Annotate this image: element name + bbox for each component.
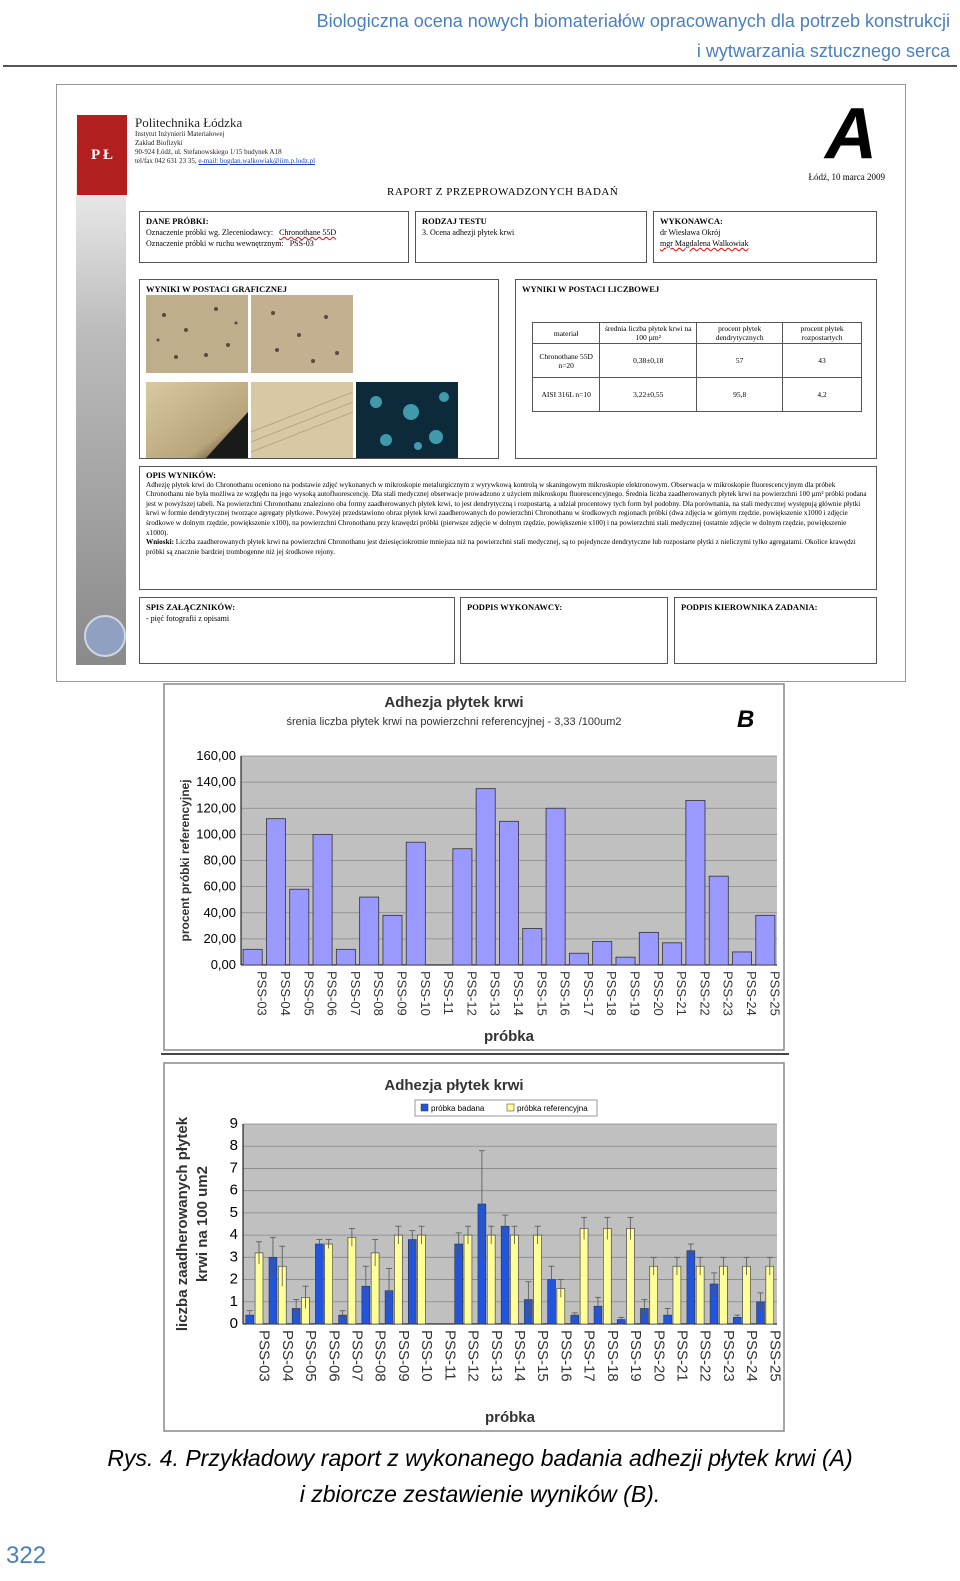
table-cell: Chronothane 55D n=20 (533, 344, 600, 378)
chart-separator (161, 1053, 789, 1055)
x-tick-label: PSS-18 (603, 1330, 621, 1382)
x-tick-label: PSS-14 (511, 1330, 528, 1382)
x-tick-label: PSS-21 (674, 971, 690, 1016)
running-header-line2: i wytwarzania sztucznego serca (696, 41, 950, 61)
table-cell: 57 (697, 344, 783, 378)
y-tick-label: 7 (229, 1159, 238, 1177)
results-description-heading: OPIS WYNIKÓW: (146, 470, 216, 480)
bar (266, 819, 285, 965)
bar (487, 1235, 495, 1324)
contact: tel/fax 042 631 23 35, (135, 157, 197, 165)
y-axis-title-line: krwi na 100 um2 (194, 1166, 211, 1282)
table-cell: 0,38±0,18 (600, 344, 697, 378)
bar (501, 1226, 509, 1324)
bar (313, 834, 332, 965)
bar (546, 808, 565, 965)
table-header: średnia liczba płytek krwi na 100 µm² (600, 323, 697, 344)
table-header: procent płytek rozpostartych (783, 323, 862, 344)
bar (408, 1240, 416, 1324)
chart-platelet-count (163, 1062, 785, 1432)
manager-signature-heading: PODPIS KIEROWNIKA ZADANIA: (681, 602, 818, 612)
test-type-box (415, 211, 647, 263)
bar (686, 800, 705, 965)
x-tick-label: PSS-18 (604, 971, 620, 1016)
university-logo: P Ł (77, 115, 127, 195)
test-type-value: 3. Ocena adhezji płytek krwi (422, 228, 515, 237)
bar (243, 949, 262, 965)
x-tick-label: PSS-04 (277, 971, 293, 1016)
x-tick-label: PSS-07 (348, 1330, 366, 1382)
y-axis-title-line: liczba zaadherowanych płytek (174, 1116, 191, 1332)
attachments-heading: SPIS ZAŁĄCZNIKÓW: (146, 602, 236, 612)
x-tick-label: PSS-11 (441, 1330, 459, 1381)
sample-data-heading: DANE PRÓBKI: (146, 216, 209, 226)
x-tick-label: PSS-19 (627, 1330, 645, 1382)
numeric-results-heading: WYNIKI W POSTACI LICZBOWEJ (522, 284, 660, 294)
bar (336, 949, 355, 965)
graphic-results-heading: WYNIKI W POSTACI GRAFICZNEJ (146, 284, 287, 294)
address: 90-924 Łódź, ul. Stefanowskiego 1/15 budynek A18 (135, 148, 282, 156)
bar (732, 952, 751, 965)
y-tick-label: 60,00 (203, 878, 236, 894)
chart-title: Adhezja płytek krwi (384, 694, 524, 711)
figure-caption (0, 1440, 960, 1512)
legend-swatch (421, 1104, 428, 1111)
table-row (533, 344, 862, 378)
x-tick-label: PSS-19 (627, 971, 643, 1016)
y-axis-title: procent próbki referencyjnej (178, 779, 192, 942)
y-tick-label: 0,00 (210, 957, 236, 972)
legend-label: próbka referencyjna (517, 1104, 588, 1113)
bar (394, 1235, 402, 1324)
x-tick-label: PSS-24 (744, 971, 760, 1016)
bar (523, 928, 542, 965)
executor-heading: WYKONAWCA: (660, 216, 723, 226)
bar (290, 889, 309, 965)
x-tick-label: PSS-13 (487, 1330, 505, 1382)
y-tick-label: 0 (229, 1315, 238, 1332)
bar (455, 1244, 463, 1324)
x-tick-label: PSS-11 (441, 971, 457, 1015)
bar (464, 1235, 472, 1324)
micrograph-3 (146, 382, 248, 458)
x-tick-label: PSS-03 (254, 971, 270, 1016)
x-tick-label: PSS-09 (394, 1330, 412, 1382)
x-tick-label: PSS-25 (766, 1330, 784, 1382)
x-tick-label: PSS-08 (371, 1330, 389, 1382)
x-tick-label: PSS-21 (673, 1330, 691, 1382)
bar (627, 1228, 635, 1324)
bar (383, 915, 402, 965)
y-tick-label: 40,00 (203, 904, 236, 920)
executor-signature-box (460, 597, 668, 664)
bar (360, 897, 379, 965)
bar (687, 1251, 695, 1324)
x-tick-label: PSS-05 (301, 971, 317, 1016)
x-tick-label: PSS-23 (720, 971, 736, 1016)
x-tick-label: PSS-16 (557, 971, 573, 1016)
chart-subtitle: śrenia liczba płytek krwi na powierzchni referencyjnej - 3,33 /100um2 (286, 716, 622, 728)
sample-client-label: Oznaczenie próbki wg. Zleceniodawcy: (146, 228, 274, 237)
caption-line2: i zbiorcze zestawienie wyników (B). (299, 1481, 661, 1507)
x-axis-title: próbka (484, 1409, 536, 1426)
x-tick-label: PSS-17 (580, 971, 596, 1016)
legend-swatch (507, 1104, 514, 1111)
bar (315, 1244, 323, 1324)
y-tick-label: 100,00 (196, 826, 236, 842)
header-divider (3, 65, 957, 67)
legend-label: próbka badana (431, 1104, 485, 1113)
legend (415, 1100, 597, 1116)
x-tick-label: PSS-10 (417, 971, 433, 1016)
running-header (317, 6, 950, 66)
micrograph-4 (251, 382, 353, 458)
bar (639, 932, 658, 965)
bar (663, 943, 682, 965)
results-table (532, 322, 862, 412)
panel-label-b: B (737, 706, 755, 733)
bar (325, 1244, 333, 1324)
x-tick-label: PSS-16 (557, 1330, 575, 1382)
panel-label-a: A (825, 94, 877, 174)
y-tick-label: 160,00 (196, 748, 236, 763)
table-cell: AISI 316L n=10 (533, 378, 600, 412)
y-tick-label: 140,00 (196, 774, 236, 790)
x-tick-label: PSS-24 (743, 1330, 761, 1382)
x-tick-label: PSS-07 (347, 971, 363, 1016)
x-tick-label: PSS-15 (534, 971, 550, 1016)
x-tick-label: PSS-14 (511, 971, 526, 1016)
x-tick-label: PSS-20 (650, 971, 666, 1016)
x-tick-label: PSS-20 (650, 1330, 668, 1382)
executor-2: mgr Magdalena Walkowiak (660, 239, 749, 248)
sample-internal-label: Oznaczenie próbki w ruchu wewnętrznym: (146, 239, 284, 248)
x-tick-label: PSS-08 (371, 971, 387, 1016)
y-tick-label: 5 (229, 1203, 238, 1221)
results-description-text: Adhezję płytek krwi do Chronothanu oceniono na podstawie zdjęć wykonanych w mikroskopie metalurgicznym z wyrywkową kontrolą w skaningowym mikroskopie elektronowym. Obserwacja w mikroskopie fluorescencyjnym dla próbek Chronothanu nie była możliwa ze względu na jego wysoką autofluorescencję. Dla stali medycznej obserwacje prowadzono z użyciem mikroskopu fluorescencyjnego. Średnia liczba zaadherowanych płytek krwi na powierzchni 100 µm² próbki podana jest w powyższej tabeli. Na powierzchni Chronothanu znaleziono oba formy zaadherowanych płytek krwi, to jest dendrytyczną i rozpostartą, a udział procentowy tych form był podobny. Dla porównania, na stali medycznej występują głównie płytki krwi w formie dendrytycznej tworzące agregaty płytkowe. Powyżej przedstawiono obraz płytek krwi zaadherowanych do powierzchni Chronothanu w środkowych regionach próbki (dwa zdjęcia w górnym rzędzie, powiększenie x1000 i zdjęcie środkowe w dolnym rzędzie, powiększenie x100), na powierzchni Chronothanu przy krawędzi próbki (pierwsze zdjęcie w dolnym rzędzie, powiększenie x100) i na powierzchni stali medycznej (ostatnie zdjęcie w dolnym rzędzie, powiększenie x1000). (146, 480, 867, 537)
y-tick-label: 80,00 (203, 852, 236, 868)
running-header-line1: Biologiczna ocena nowych biomateriałów opracowanych dla potrzeb konstrukcji (316, 11, 950, 31)
x-tick-label: PSS-23 (719, 1330, 737, 1382)
y-tick-label: 6 (229, 1181, 238, 1199)
micrograph-2 (251, 295, 353, 373)
executor-box (653, 211, 877, 263)
report-sheet (56, 84, 906, 682)
bar (616, 957, 635, 965)
x-tick-label: PSS-17 (580, 1330, 598, 1382)
x-tick-label: PSS-05 (302, 1330, 320, 1382)
attachments-box (139, 597, 455, 664)
table-cell: 4,2 (783, 378, 862, 412)
bar (510, 1235, 518, 1324)
x-tick-label: PSS-10 (418, 1330, 436, 1382)
y-tick-label: 2 (229, 1270, 238, 1288)
x-axis-title: próbka (483, 1028, 535, 1045)
x-tick-label: PSS-22 (696, 1330, 714, 1382)
email-link[interactable]: e-mail: bogdan.walkowiak@iim.p.lodz.pl (198, 157, 316, 165)
sample-internal-value: PSS-03 (289, 239, 314, 248)
y-tick-label: 4 (229, 1226, 238, 1244)
caption-line1: Rys. 4. Przykładowy raport z wykonanego badania adhezji płytek krwi (A) (107, 1445, 853, 1471)
micrograph-1 (146, 295, 248, 373)
bar (418, 1235, 426, 1324)
bar (709, 876, 728, 965)
attachments-value: - pięć fotografii z opisami (146, 614, 230, 623)
executor-1: dr Wiesława Okrój (660, 228, 721, 237)
table-cell: 95,8 (697, 378, 783, 412)
x-tick-label: PSS-12 (464, 1330, 482, 1382)
report-title: RAPORT Z PRZEPROWADZONYCH BADAŃ (387, 186, 619, 198)
report-date: Łódź, 10 marca 2009 (808, 172, 885, 182)
x-tick-label: PSS-04 (278, 1330, 296, 1382)
table-row (533, 378, 862, 412)
x-tick-label: PSS-09 (394, 971, 410, 1016)
sample-data-box (139, 211, 409, 263)
x-tick-label: PSS-15 (534, 1330, 552, 1382)
bar (580, 1228, 588, 1324)
bar (499, 821, 518, 965)
results-description-box (139, 466, 877, 590)
manager-signature-box (674, 597, 877, 664)
y-tick-label: 20,00 (203, 930, 236, 946)
institution-block (135, 115, 315, 166)
bar (534, 1235, 542, 1324)
x-tick-label: PSS-12 (464, 971, 480, 1016)
bar (603, 1228, 611, 1324)
table-header: materiał (533, 323, 600, 344)
conclusions-text: Liczba zaadherowanych płytek krwi na powierzchni Chronothanu jest dziesięciokrotnie mniejsza niż na powierzchni stali medycznej, są to pojedyncze dendrytyczne lub rozpostarte płytki z nieliczymi tylko agregatami. Okolice krawędzi próbki są znacznie bardziej trombogenne niż jej środkowe rejony. (146, 538, 856, 556)
y-tick-label: 120,00 (196, 800, 236, 816)
chart-percent-reference (163, 683, 785, 1051)
sample-client-value: Chronothane 55D (279, 228, 337, 237)
conclusions-label: Wnioski: (146, 538, 174, 547)
test-type-heading: RODZAJ TESTU (422, 216, 487, 226)
sheet-sidebar (76, 115, 126, 665)
seal-icon (84, 615, 126, 657)
x-tick-label: PSS-13 (487, 971, 503, 1016)
y-tick-label: 9 (229, 1115, 238, 1132)
page-number: 322 (6, 1542, 47, 1569)
y-tick-label: 8 (229, 1137, 238, 1155)
chart-title: Adhezja płytek krwi (384, 1077, 524, 1094)
department-name: Zakład Biofizyki (135, 139, 183, 147)
table-header-row (533, 323, 862, 344)
bar (476, 789, 495, 965)
x-tick-label: PSS-06 (324, 971, 340, 1016)
bar (406, 842, 425, 965)
bar (348, 1237, 356, 1324)
bar (756, 915, 775, 965)
table-cell: 43 (783, 344, 862, 378)
x-tick-label: PSS-06 (325, 1330, 343, 1382)
table-header: procent płytek dendrytycznych (697, 323, 783, 344)
y-tick-label: 1 (229, 1292, 238, 1310)
x-tick-label: PSS-25 (767, 971, 783, 1016)
bar (569, 953, 588, 965)
bar (593, 941, 612, 965)
bar (453, 849, 472, 965)
x-tick-label: PSS-03 (255, 1330, 273, 1382)
institute-name: Instytut Inżynierii Materiałowej (135, 130, 225, 138)
university-name: Politechnika Łódzka (135, 115, 243, 130)
micrograph-5-fluorescence (356, 382, 458, 458)
x-tick-label: PSS-22 (697, 971, 713, 1016)
executor-signature-heading: PODPIS WYKONAWCY: (467, 602, 563, 612)
table-cell: 3,22±0,55 (600, 378, 697, 412)
y-tick-label: 3 (229, 1248, 238, 1266)
